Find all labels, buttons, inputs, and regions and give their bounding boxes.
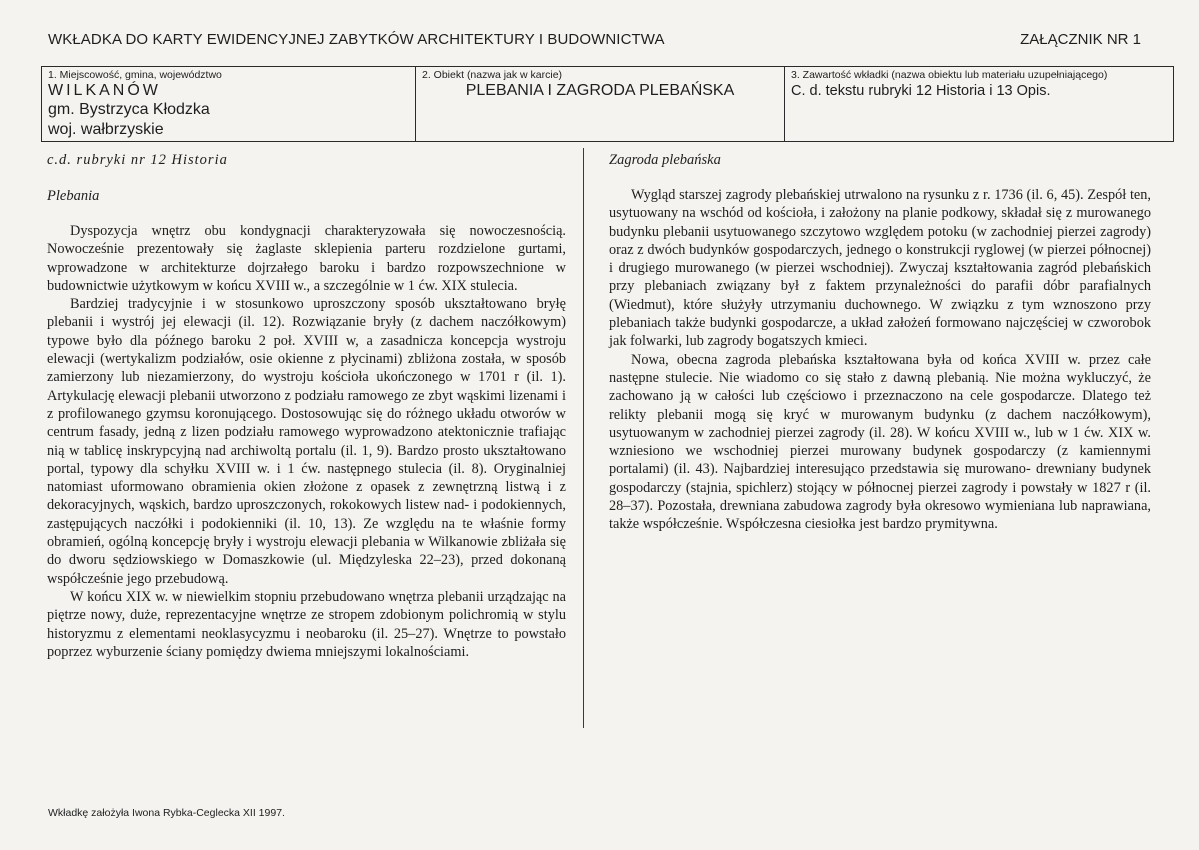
contents-label: 3. Zawartość wkładki (nazwa obiektu lub materiału uzupełniającego) [791,69,1108,81]
annex-label: ZAŁĄCZNIK NR 1 [1020,31,1141,48]
object-name: PLEBANIA I ZAGRODA PLEBAŃSKA [465,82,735,99]
locality-commune: gm. Bystrzyca Kłodzka [48,101,210,118]
paragraph: Bardziej tradycyjnie i w stosunkowo uproszczony sposób ukształtowano bryłę plebanii i wystrój jej elewacji (il. 12). Rozwiązanie bryły (z dachem naczółkowym) typowe było dla późnego baroku 2 poł. XVIII w, a zasadnicza koncepcja wystroju elewacji (wertykalizm podziałów, osie okienne z płycinami) zbliżona została, w sposób zamierzony lub niezamierzony, do wystroju kościoła ukończonego w 1701 r (il. 1). Artykulację elewacji plebanii utworzono z podziału ramowego ze zbyt wąskimi lizenami i z profilowanego gzymsu koronującego. Dostosowując się do różnego układu otworów w centrum fasady, jedną z lizen podziału ramowego wyprowadzono atektonicznie trafiając nią w tablicę inskrypcyjną nad archiwoltą portalu (il. 1, 9). Bardzo prosto ukształtowano portal, typowy dla schyłku XVIII w. i 1 ćw. następnego stulecia (il. 8). Oryginalniej natomiast uformowano obramienia okien złożone z opasek z zewnętrzną listwą i z dekoracyjnych, wąskich, bardzo uproszczonych, rokokowych listew nad- i podokiennych, zastępujących naczółki i podokienniki (il. 10, 13). Ze względu na te właśnie formy obramień, ogólną koncepcję bryły i wystroju elewacji plebania w Wilkanowie zbliżała się do dworu sędziowskiego w Domaszkowie (ul. Międzyleska 22–23), przed dokonaną współcześnie jego przebudową. [47,296,566,587]
column-divider [583,148,584,728]
locality-field [42,67,415,141]
paragraph: Wygląd starszej zagrody plebańskiej utrwalono na rysunku z r. 1736 (il. 6, 45). Zespół ten, usytuowany na wschód od kościoła, i założony na planie podkowy, składał się z murowanego budynku plebanii usytuowanego szczytowo względem potoku (w zachodniej pierzei zagrody) oraz z dwóch budynków gospodarczych, jednego o konstrukcji ryglowej (w pierzei północnej) i drugiego murowanego (w pierzei wschodniej). Zwyczaj kształtowania zagród plebańskich przy plebaniach związany był z faktem przynależności do parafii dóbr parafialnych (Wiedmut), które służyły utrzymaniu duchownego. W związku z tym wznoszono przy plebaniach także budynki gospodarcze, a układ założeń formowano najczęściej w czworobok jak folwarki, lub zagrody bogatszych kmieci. [609,187,1151,350]
right-column-heading: Zagroda plebańska [609,152,721,168]
locality-label: 1. Miejscowość, gmina, województwo [48,69,222,81]
left-column-heading: c.d. rubryki nr 12 Historia [47,152,228,168]
author-credit: Wkładkę założyła Iwona Rybka-Ceglecka XII 1997. [48,807,285,819]
locality-town: WILKANÓW [48,82,161,99]
header-form [41,66,1174,142]
object-label: 2. Obiekt (nazwa jak w karcie) [422,69,563,81]
plebania-subheading: Plebania [47,188,100,204]
contents-field [784,67,1173,141]
plebania-text [47,222,566,661]
zagroda-text [609,186,1151,534]
contents-value: C. d. tekstu rubryki 12 Historia i 13 Opis. [791,83,1051,99]
paragraph: W końcu XIX w. w niewielkim stopniu przebudowano wnętrza plebanii urządzając na piętrze nowy, duże, reprezentacyjne wnętrze ze stropem zdobionym polichromią w stylu historyzmu z elementami neoklasycyzmu i neobaroku (il. 25–27). Wnętrze to powstało poprzez wyburzenie ściany pomiędzy dwiema mniejszymi lokalnościami. [47,588,566,660]
left-column [47,151,566,661]
object-field [415,67,784,141]
right-column [609,151,1151,534]
paragraph: Nowa, obecna zagroda plebańska kształtowana była od końca XVIII w. przez całe następne stulecie. Nie wiadomo co się stało z dawną plebanią. Nie można wykluczyć, że zachowano ją w całości lub częściowo i przeznaczono na cele gospodarcze. Dlatego też relikty plebanii mogą się kryć w murowanym budynku (z dachem naczółkowym), usytuowanym w zachodniej pierzei zagrody (il. 28). W końcu XVIII w., lub w 1 ćw. XIX w. wzniesiono we wschodniej pierzei murowany budynek gospodarczy (z kamiennymi portalami) (il. 43). Najbardziej interesująco przedstawia się murowano- drewniany budynek gospodarczy (stajnia, spichlerz) stojący w północnej pierzei zagrody i powstały w 1827 r (il. 28–37). Pozostała, drewniana zabudowa zagrody była okresowo wymieniana lub naprawiana, także współcześnie. Współczesna ciesiołka jest bardzo prymitywna. [609,351,1151,533]
document-title: WKŁADKA DO KARTY EWIDENCYJNEJ ZABYTKÓW ARCHITEKTURY I BUDOWNICTWA [48,31,665,48]
paragraph: Dyspozycja wnętrz obu kondygnacji charakteryzowała się nowoczesnością. Nowocześnie prezentowały się żaglaste sklepienia parteru rozdzielone gurtami, wprowadzone w architekturze dojrzałego baroku i bardzo rozpowszechnione w budownictwie użytkowym w końcu XVIII w., a szczególnie w 1 ćw. XIX stulecia. [47,223,566,294]
locality-voivodeship: woj. wałbrzyskie [48,121,164,138]
